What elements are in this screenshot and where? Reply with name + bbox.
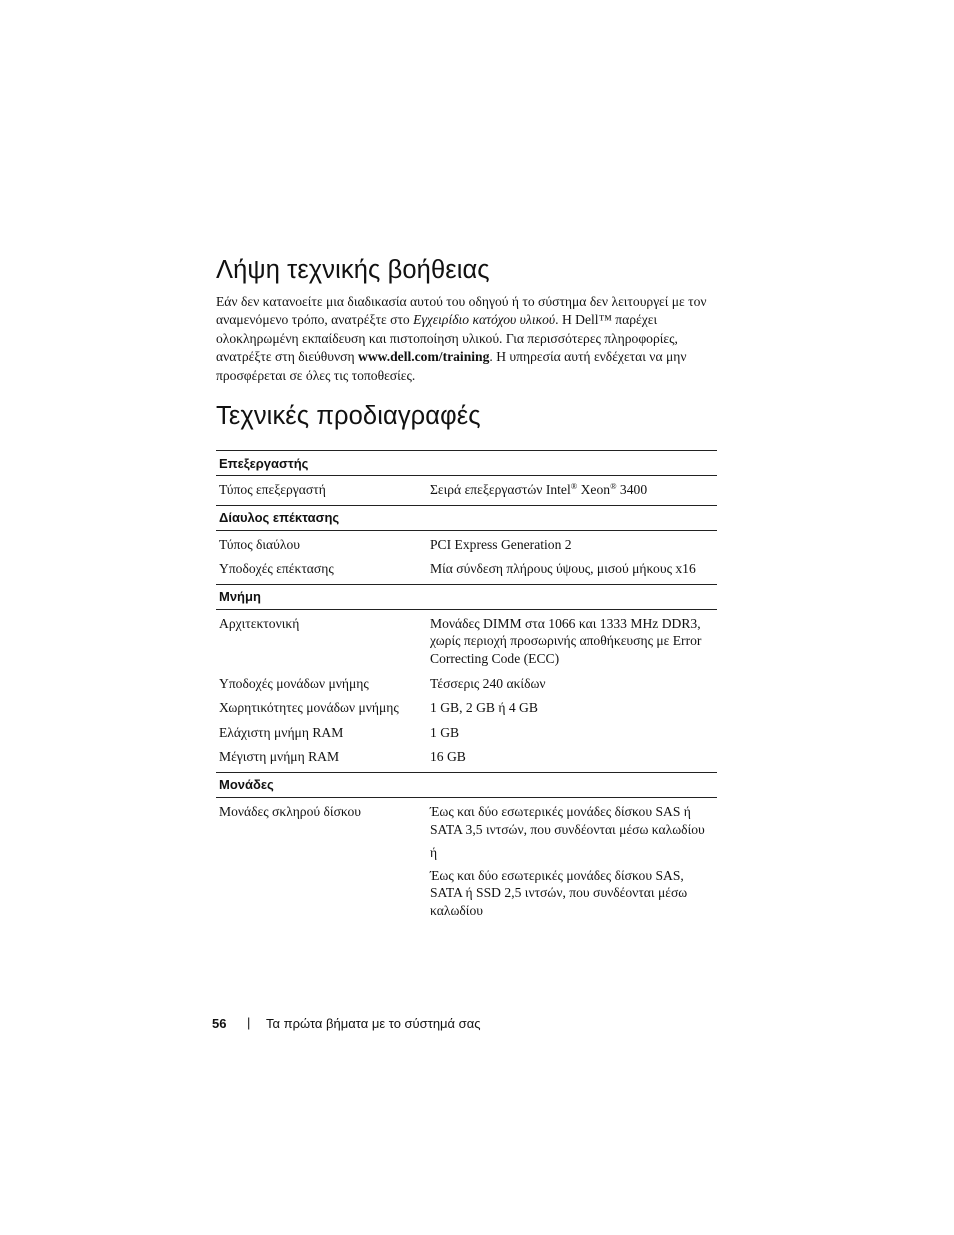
section-heading-specifications: Τεχνικές προδιαγραφές: [216, 402, 481, 430]
spec-section-title: Δίαυλος επέκτασης: [216, 505, 717, 530]
spec-label: Υποδοχές επέκτασης: [219, 561, 334, 577]
spec-value: 16 GB: [430, 749, 466, 765]
spec-section-title: Μονάδες: [216, 772, 717, 797]
processor-series-text: Σειρά επεξεργαστών Intel: [430, 482, 571, 497]
help-text-2: . Η Dell™ παρέχει ολοκληρωμένη εκπαίδευση και πιστοποίηση υλικού. Για περισσότερες πληροφορίες, ανατρέξτε στη διεύθυνση: [216, 312, 678, 365]
processor-brand-text: Xeon: [577, 482, 611, 497]
spec-value: 1 GB, 2 GB ή 4 GB: [430, 700, 538, 716]
spec-section-title: Μνήμη: [216, 584, 717, 609]
spec-section-title: Επεξεργαστής: [216, 451, 717, 476]
spec-label: Ελάχιστη μνήμη RAM: [219, 724, 344, 740]
spec-label: Μέγιστη μνήμη RAM: [219, 749, 340, 765]
spec-row: [216, 724, 717, 742]
spec-value: [426, 476, 717, 506]
spec-value: Μονάδες DIMM στα 1066 και 1333 MHz DDR3, χωρίς περιοχή προσωρινής αποθήκευσης με Error Correcting Code (ECC): [430, 615, 702, 666]
section-heading-technical-help: Λήψη τεχνικής βοήθειας: [216, 256, 490, 284]
spec-section-processor: [216, 451, 717, 476]
hdd-option-25: Έως και δύο εσωτερικές μονάδες δίσκου SAS, SATA ή SSD 2,5 ιντσών, που συνδέονται μέσω καλωδίου: [430, 867, 688, 918]
training-url[interactable]: www.dell.com/training: [358, 349, 490, 365]
processor-model-text: 3400: [616, 482, 648, 497]
spec-section-expansion-bus: [216, 505, 717, 530]
footer-separator: |: [247, 1015, 251, 1030]
spec-row: [216, 476, 717, 506]
hdd-option-35: Έως και δύο εσωτερικές μονάδες δίσκου SAS ή SATA 3,5 ιντσών, που συνδέονται μέσω καλωδίου: [430, 803, 705, 837]
spec-row: [216, 675, 717, 693]
footer-title: Τα πρώτα βήματα με το σύστημά σας: [266, 1016, 481, 1031]
registered-mark: ®: [570, 481, 578, 491]
spec-row: [216, 748, 717, 772]
spec-value: [426, 797, 717, 919]
registered-mark: ®: [610, 481, 617, 491]
spec-row: [216, 797, 717, 919]
spec-section-memory: [216, 584, 717, 609]
spec-value: Τέσσερις 240 ακίδων: [430, 675, 546, 691]
spec-label: Μονάδες σκληρού δίσκου: [219, 803, 361, 819]
spec-value: Μία σύνδεση πλήρους ύψους, μισού μήκους x16: [430, 561, 696, 577]
spec-row: [216, 530, 717, 553]
spec-label: Υποδοχές μονάδων μνήμης: [219, 675, 369, 691]
spec-label: Τύπος επεξεργαστή: [219, 482, 326, 497]
hdd-option-separator: ή: [430, 845, 438, 861]
hardware-manual-reference: Εγχειρίδιο κατόχου υλικού: [413, 312, 556, 328]
spec-label: Τύπος διαύλου: [219, 536, 301, 552]
specifications-table: [216, 450, 717, 920]
spec-section-drives: [216, 772, 717, 797]
help-text-3: . Η υπηρεσία αυτή ενδέχεται να μην προσφέρεται σε όλες τις τοποθεσίες.: [216, 349, 687, 383]
spec-row: [216, 699, 717, 717]
help-paragraph: [216, 293, 716, 385]
spec-label: Χωρητικότητες μονάδων μνήμης: [219, 700, 399, 716]
page-number: 56: [212, 1016, 227, 1031]
spec-row: [216, 560, 717, 584]
spec-value: PCI Express Generation 2: [430, 536, 572, 552]
spec-row: [216, 609, 717, 667]
spec-label: Αρχιτεκτονική: [219, 615, 300, 631]
spec-value: 1 GB: [430, 724, 460, 740]
help-text-1: Εάν δεν κατανοείτε μια διαδικασία αυτού του οδηγού ή το σύστημα δεν λειτουργεί με τον αναμενόμενο τρόπο, ανατρέξτε στο: [216, 294, 707, 328]
